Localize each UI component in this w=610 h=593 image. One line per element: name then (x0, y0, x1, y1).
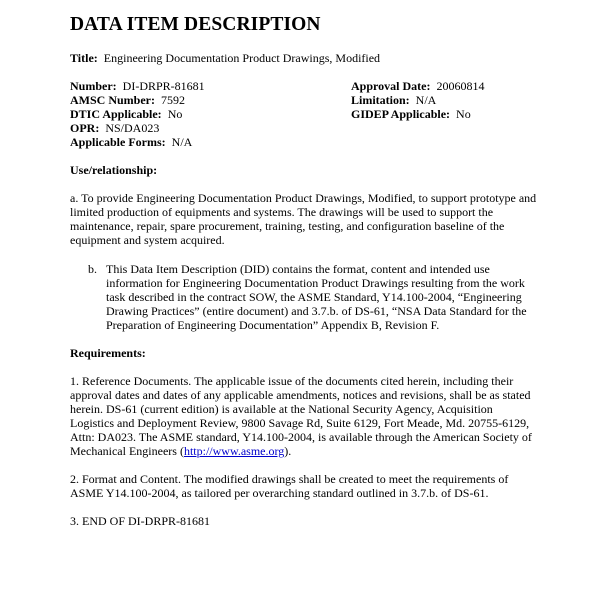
text-line: 2. Format and Content. The modified drawings shall be created to meet the requirements of (70, 472, 509, 486)
requirements-heading: Requirements: (70, 346, 146, 360)
meta-number (70, 79, 205, 93)
meta-value: 7592 (161, 93, 185, 107)
text-line: 1. Reference Documents. The applicable issue of the documents cited herein, including their (70, 374, 514, 388)
use-paragraph-a (70, 191, 536, 247)
meta-label: GIDEP Applicable: (351, 107, 451, 121)
text-line: Preparation of Engineering Documentation” Appendix B, Revision F. (106, 318, 440, 332)
text-line: herein. DS-61 (current edition) is available at the National Security Agency, Acquisition (70, 402, 493, 416)
meta-opr (70, 121, 205, 135)
text-line: equipment and system acquired. (70, 233, 225, 247)
text-line: ASME Y14.100-2004, as tailored per overarching standard outlined in 3.7.b. of DS-61. (70, 486, 489, 500)
text-line: Logistics and Deployment Review, 9800 Savage Rd, Suite 6129, Fort Meade, Md. 20755-6129, (70, 416, 530, 430)
text-line: This Data Item Description (DID) contains the format, content and intended use (106, 262, 490, 276)
text-line: approval dates and dates of any applicable amendments, notices and revisions, shall be as stated (70, 388, 531, 402)
meta-amsc-number (70, 93, 205, 107)
title-value: Engineering Documentation Product Drawings, Modified (103, 51, 381, 65)
use-paragraph-b-marker: b. (88, 262, 97, 276)
document-title-line (70, 51, 380, 65)
text-fragment: Mechanical Engineers ( (70, 444, 184, 458)
metadata-right (351, 79, 484, 121)
text-line: a. To provide Engineering Documentation Product Drawings, Modified, to support prototype and (70, 191, 537, 205)
text-line: task described in the contract SOW, the ASME Standard, Y14.100-2004, “Engineering (106, 290, 522, 304)
meta-gidep-applicable (351, 107, 484, 121)
meta-value: No (167, 107, 183, 121)
text-line: Drawing Practices” (entire document) and 3.7.b. of DS-61, “NSA Data Standard for the (106, 304, 527, 318)
use-paragraph-b (106, 262, 527, 332)
text-line: maintenance, repair, spare procurement, training, testing, and configuration baseline of the (70, 219, 505, 233)
meta-label: Number: (70, 79, 117, 93)
text-line: Attn: DA023. The ASME standard, Y14.100-2004, is available through the American Society of (70, 430, 532, 444)
asme-link[interactable]: http://www.asme.org (183, 444, 285, 458)
meta-value: NS/DA023 (105, 121, 160, 135)
text-line: limited production of equipments and systems. The drawings will be used to support the (70, 205, 494, 219)
metadata-left (70, 79, 205, 149)
meta-approval-date (351, 79, 484, 93)
meta-label: AMSC Number: (70, 93, 155, 107)
meta-value: DI-DRPR-81681 (122, 79, 205, 93)
document-heading: DATA ITEM DESCRIPTION (70, 14, 321, 35)
meta-value: No (456, 107, 471, 121)
meta-value: 20060814 (436, 79, 485, 93)
meta-value: N/A (171, 135, 193, 149)
meta-dtic-applicable (70, 107, 205, 121)
meta-label: Limitation: (351, 93, 410, 107)
meta-label: Applicable Forms: (70, 135, 166, 149)
requirement-1 (70, 374, 532, 458)
meta-limitation (351, 93, 484, 107)
requirement-3: 3. END OF DI-DRPR-81681 (70, 514, 211, 528)
meta-applicable-forms (70, 135, 205, 149)
meta-label: Approval Date: (351, 79, 431, 93)
title-label: Title: (70, 51, 98, 65)
meta-label: OPR: (70, 121, 100, 135)
requirement-2 (70, 472, 508, 500)
meta-value: N/A (415, 93, 437, 107)
use-relationship-heading: Use/relationship: (70, 163, 158, 177)
text-line: information for Engineering Documentation Product Drawings resulting from the work (106, 276, 525, 290)
meta-label: DTIC Applicable: (70, 107, 162, 121)
text-fragment: ). (284, 444, 292, 458)
text-line (70, 444, 532, 458)
